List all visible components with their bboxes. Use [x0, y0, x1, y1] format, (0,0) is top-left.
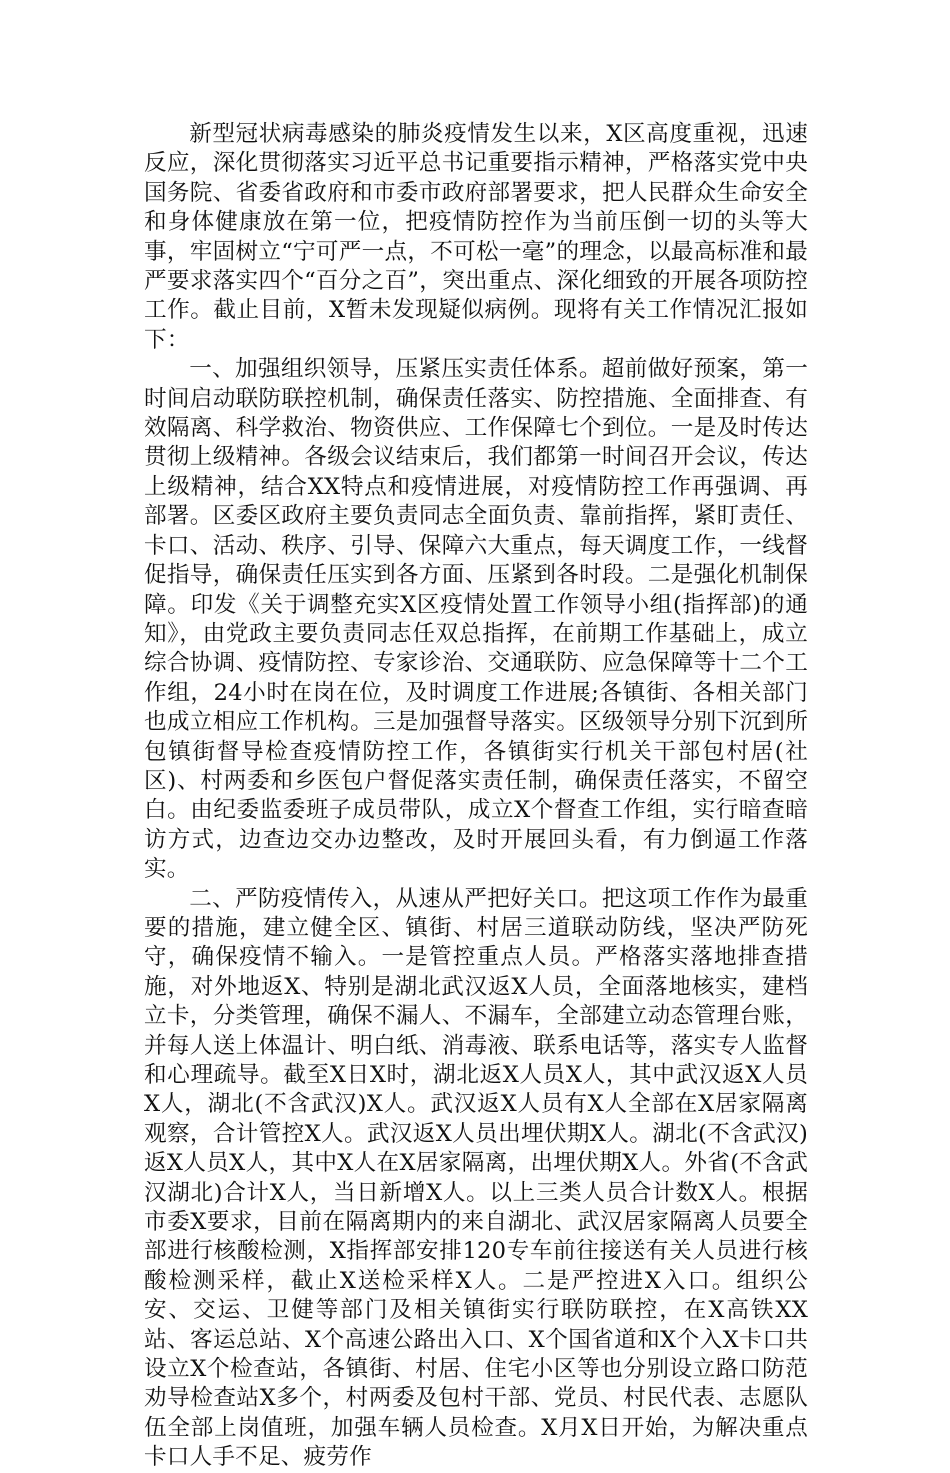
paragraph-intro: 新型冠状病毒感染的肺炎疫情发生以来，X区高度重视，迅速反应，深化贯彻落实习近平总书记重要指示精神，严格落实党中央国务院、省委省政府和市委市政府部署要求，把人民群众生命安全和身体健康放在第一位，把疫情防控作为当前压倒一切的头等大事，牢固树立“宁可严一点，不可松一毫”的理念，以最高标准和最严要求落实四个“百分之百”，突出重点、深化细致的开展各项防控工作。截止目前，X暂未发现疑似病例。现将有关工作情况汇报如下： — [144, 121, 808, 353]
paragraph-section-two: 二、严防疫情传入，从速从严把好关口。把这项工作作为最重要的措施，建立健全区、镇街、村居三道联动防线，坚决严防死守，确保疫情不输入。一是管控重点人员。严格落实落地排查措施，对外地返X、特别是湖北武汉返X人员，全面落地核实，建档立卡，分类管理，确保不漏人、不漏车，全部建立动态管理台账，并每人送上体温计、明白纸、消毒液、联系电话等，落实专人监督和心理疏导。截至X日X时，湖北返X人员X人，其中武汉返X人员X人，湖北(不含武汉)X人。武汉返X人员有X人全部在X居家隔离观察，合计管控X人。武汉返X人员出埋伏期X人。湖北(不含武汉)返X人员X人，其中X人在X居家隔离，出埋伏期X人。外省(不含武汉湖北)合计X人，当日新增X人。以上三类人员合计数X人。根据市委X要求，目前在隔离期内的来自湖北、武汉居家隔离人员要全部进行核酸检测，X指挥部安排120专车前往接送有关人员进行核酸检测采样，截止X送检采样X人。二是严控进X入口。组织公安、交运、卫健等部门及相关镇街实行联防联控，在X高铁XX站、客运总站、X个高速公路出入口、X个国省道和X个入X卡口共设立X个检查站，各镇街、村居、住宅小区等也分别设立路口防范劝导检查站X多个，村两委及包村干部、党员、村民代表、志愿队伍全部上岗值班，加强车辆人员检查。X月X日开始，为解决重点卡口人手不足、疲劳作 — [144, 885, 808, 1471]
document-body — [144, 120, 808, 1473]
paragraph-section-one: 一、加强组织领导，压紧压实责任体系。超前做好预案，第一时间启动联防联控机制，确保责任落实、防控措施、全面排查、有效隔离、科学救治、物资供应、工作保障七个到位。一是及时传达贯彻上级精神。各级会议结束后，我们都第一时间召开会议，传达上级精神，结合XX特点和疫情进展，对疫情防控工作再强调、再部署。区委区政府主要负责同志全面负责、靠前指挥，紧盯责任、卡口、活动、秩序、引导、保障六大重点，每天调度工作，一线督促指导，确保责任压实到各方面、压紧到各时段。二是强化机制保障。印发《关于调整充实X区疫情处置工作领导小组(指挥部)的通知》，由党政主要负责同志任双总指挥，在前期工作基础上，成立综合协调、疫情防控、专家诊治、交通联防、应急保障等十二个工作组，24小时在岗在位，及时调度工作进展;各镇街、各相关部门也成立相应工作机构。三是加强督导落实。区级领导分别下沉到所包镇街督导检查疫情防控工作，各镇街实行机关干部包村居(社区)、村两委和乡医包户督促落实责任制，确保责任落实，不留空白。由纪委监委班子成员带队，成立X个督查工作组，实行暗查暗访方式，边查边交办边整改，及时开展回头看，有力倒逼工作落实。 — [144, 356, 808, 883]
